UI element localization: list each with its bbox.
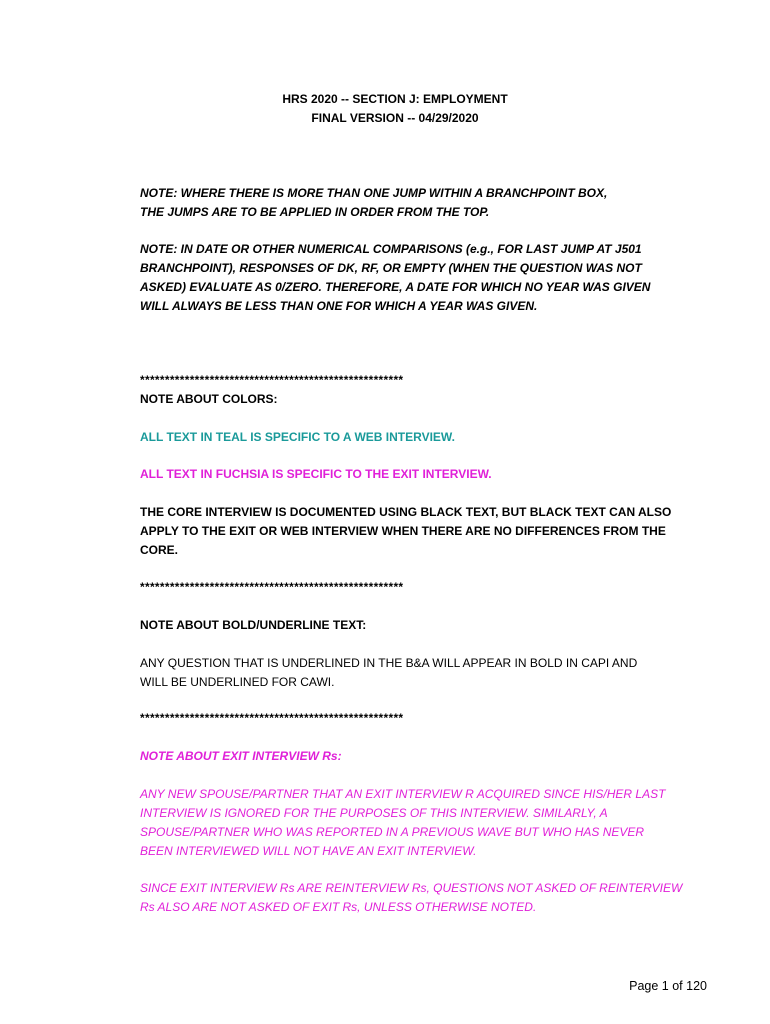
exit-note-line: ANY NEW SPOUSE/PARTNER THAT AN EXIT INTERVIEW R ACQUIRED SINCE HIS/HER LAST xyxy=(140,787,666,801)
date-note-line: ASKED) EVALUATE AS 0/ZERO. THEREFORE, A DATE FOR WHICH NO YEAR WAS GIVEN xyxy=(140,280,651,294)
separator: ***************************************************** xyxy=(140,580,404,594)
separator: ***************************************************** xyxy=(140,711,404,725)
fuchsia-text-note: ALL TEXT IN FUCHSIA IS SPECIFIC TO THE EXIT INTERVIEW. xyxy=(140,467,492,481)
exit-note-line: SPOUSE/PARTNER WHO WAS REPORTED IN A PREVIOUS WAVE BUT WHO HAS NEVER xyxy=(140,825,645,839)
exit-note-line: BEEN INTERVIEWED WILL NOT HAVE AN EXIT INTERVIEW. xyxy=(140,844,477,858)
date-note-line: BRANCHPOINT), RESPONSES OF DK, RF, OR EMPTY (WHEN THE QUESTION WAS NOT xyxy=(140,261,642,275)
date-note-line: NOTE: IN DATE OR OTHER NUMERICAL COMPARISONS (e.g., FOR LAST JUMP AT J501 xyxy=(140,242,642,256)
core-note-line: THE CORE INTERVIEW IS DOCUMENTED USING BLACK TEXT, BUT BLACK TEXT CAN ALSO xyxy=(140,505,672,519)
core-note-line: APPLY TO THE EXIT OR WEB INTERVIEW WHEN THERE ARE NO DIFFERENCES FROM THE xyxy=(140,524,666,538)
page-number: Page 1 of 120 xyxy=(629,979,707,993)
bold-underline-note-line: ANY QUESTION THAT IS UNDERLINED IN THE B&A WILL APPEAR IN BOLD IN CAPI AND xyxy=(140,656,638,670)
teal-text-note: ALL TEXT IN TEAL IS SPECIFIC TO A WEB INTERVIEW. xyxy=(140,430,455,444)
jump-note-line: THE JUMPS ARE TO BE APPLIED IN ORDER FROM THE TOP. xyxy=(140,205,490,219)
document-title: HRS 2020 -- SECTION J: EMPLOYMENT xyxy=(282,92,508,106)
exit-note-line: SINCE EXIT INTERVIEW Rs ARE REINTERVIEW Rs, QUESTIONS NOT ASKED OF REINTERVIEW xyxy=(140,881,683,895)
bold-underline-heading: NOTE ABOUT BOLD/UNDERLINE TEXT: xyxy=(140,618,367,632)
exit-interview-heading: NOTE ABOUT EXIT INTERVIEW Rs: xyxy=(140,749,342,763)
core-note-line: CORE. xyxy=(140,543,179,557)
colors-heading: NOTE ABOUT COLORS: xyxy=(140,392,278,406)
date-note-line: WILL ALWAYS BE LESS THAN ONE FOR WHICH A YEAR WAS GIVEN. xyxy=(140,299,538,313)
jump-note-line: NOTE: WHERE THERE IS MORE THAN ONE JUMP WITHIN A BRANCHPOINT BOX, xyxy=(140,186,608,200)
exit-note-line: INTERVIEW IS IGNORED FOR THE PURPOSES OF THIS INTERVIEW. SIMILARLY, A xyxy=(140,806,608,820)
separator: ***************************************************** xyxy=(140,373,404,387)
bold-underline-note-line: WILL BE UNDERLINED FOR CAWI. xyxy=(140,675,335,689)
document-version: FINAL VERSION -- 04/29/2020 xyxy=(311,111,479,125)
exit-note-line: Rs ALSO ARE NOT ASKED OF EXIT Rs, UNLESS OTHERWISE NOTED. xyxy=(140,900,537,914)
